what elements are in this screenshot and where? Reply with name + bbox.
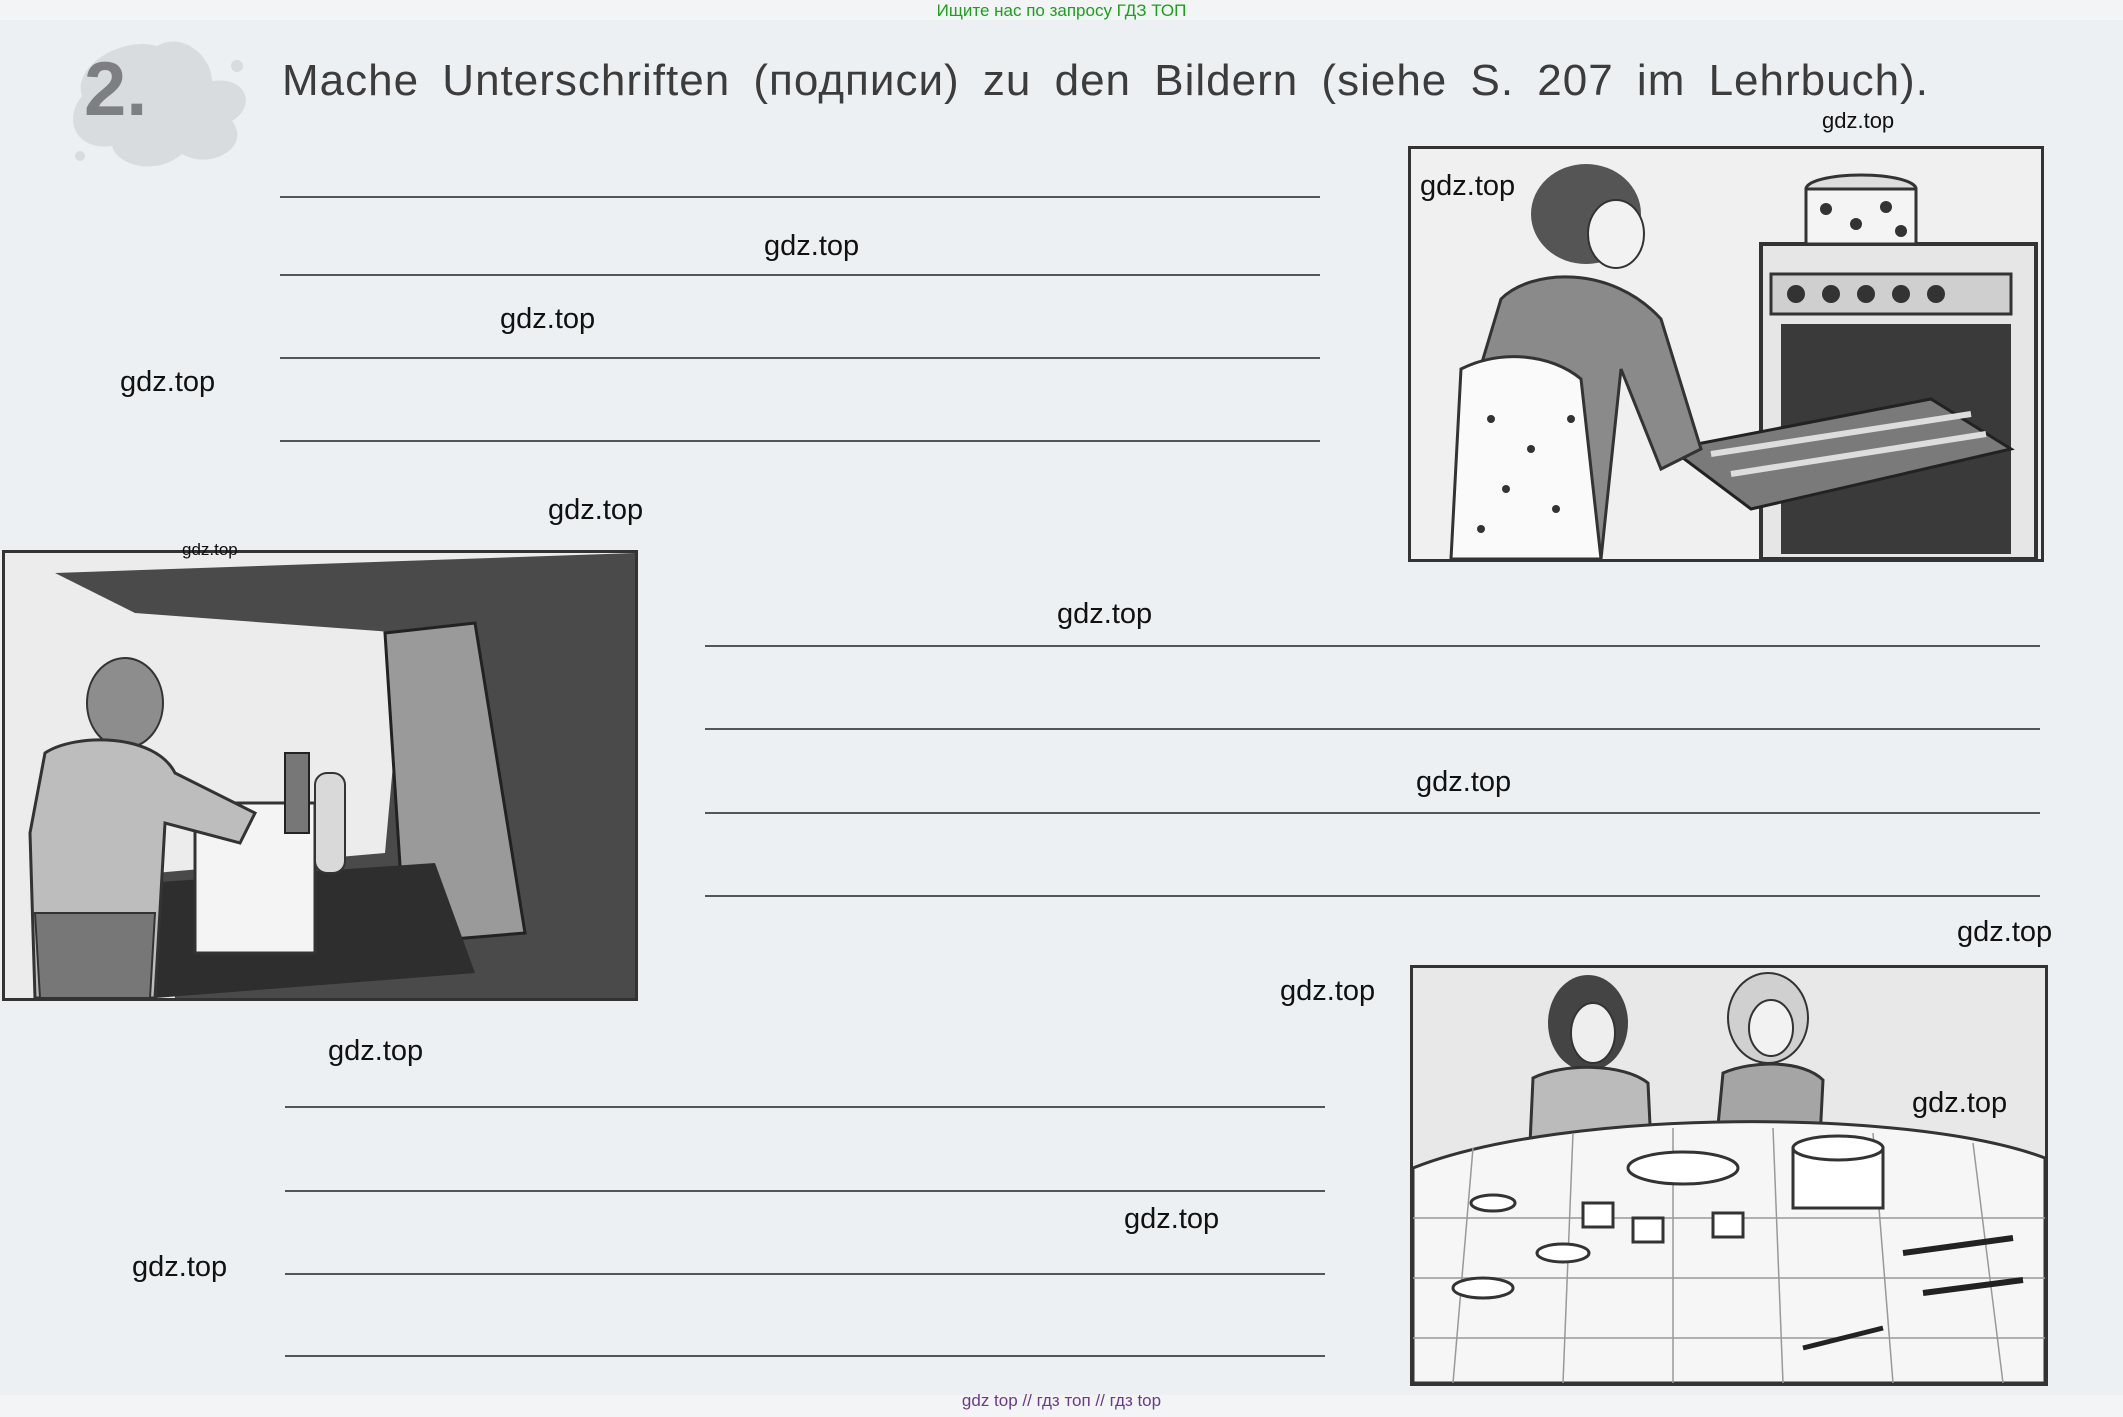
girls-setting-table-illustration: [1413, 968, 2045, 1383]
answer-line[interactable]: [285, 1190, 1325, 1192]
watermark: gdz.top: [1057, 598, 1153, 630]
answer-line[interactable]: [280, 196, 1320, 198]
watermark: gdz.top: [548, 494, 644, 526]
watermark: gdz.top: [1912, 1087, 2008, 1119]
answer-line[interactable]: [705, 895, 2040, 897]
picture-girls-setting-table: [1410, 965, 2048, 1386]
watermark: gdz.top: [1124, 1203, 1220, 1235]
watermark: gdz.top: [500, 303, 596, 335]
answer-line[interactable]: [280, 274, 1320, 276]
answer-line[interactable]: [285, 1355, 1325, 1357]
answer-line[interactable]: [285, 1106, 1325, 1108]
man-loading-car-trunk-illustration: [5, 553, 635, 998]
answer-line[interactable]: [705, 645, 2040, 647]
watermark: gdz.top: [1957, 916, 2053, 948]
watermark: gdz.top: [1416, 766, 1512, 798]
watermark: gdz.top: [328, 1035, 424, 1067]
watermark: gdz.top: [764, 230, 860, 262]
task-number-label: 2.: [84, 47, 148, 132]
picture-woman-baking: [1408, 146, 2044, 562]
watermark: gdz.top: [132, 1251, 228, 1283]
top-banner: Ищите нас по запросу ГДЗ ТОП: [936, 1, 1187, 20]
task-number: [62, 36, 262, 176]
watermark: gdz.top: [1420, 170, 1516, 202]
footer-banner: gdz top // гдз топ // гдз top: [961, 1391, 1162, 1410]
answer-line[interactable]: [285, 1273, 1325, 1275]
watermark: gdz.top: [1822, 108, 1895, 133]
watermark: gdz.top: [1280, 975, 1376, 1007]
watermark: gdz.top: [182, 540, 238, 559]
answer-line[interactable]: [705, 728, 2040, 730]
task-instruction: Mache Unterschriften (подписи) zu den Bildern (siehe S. 207 im Lehrbuch).: [282, 56, 1929, 105]
woman-baking-at-oven-illustration: [1411, 149, 2041, 559]
answer-line[interactable]: [705, 812, 2040, 814]
picture-man-car-trunk: [2, 550, 638, 1001]
answer-line[interactable]: [280, 440, 1320, 442]
watermark: gdz.top: [120, 366, 216, 398]
answer-line[interactable]: [280, 357, 1320, 359]
